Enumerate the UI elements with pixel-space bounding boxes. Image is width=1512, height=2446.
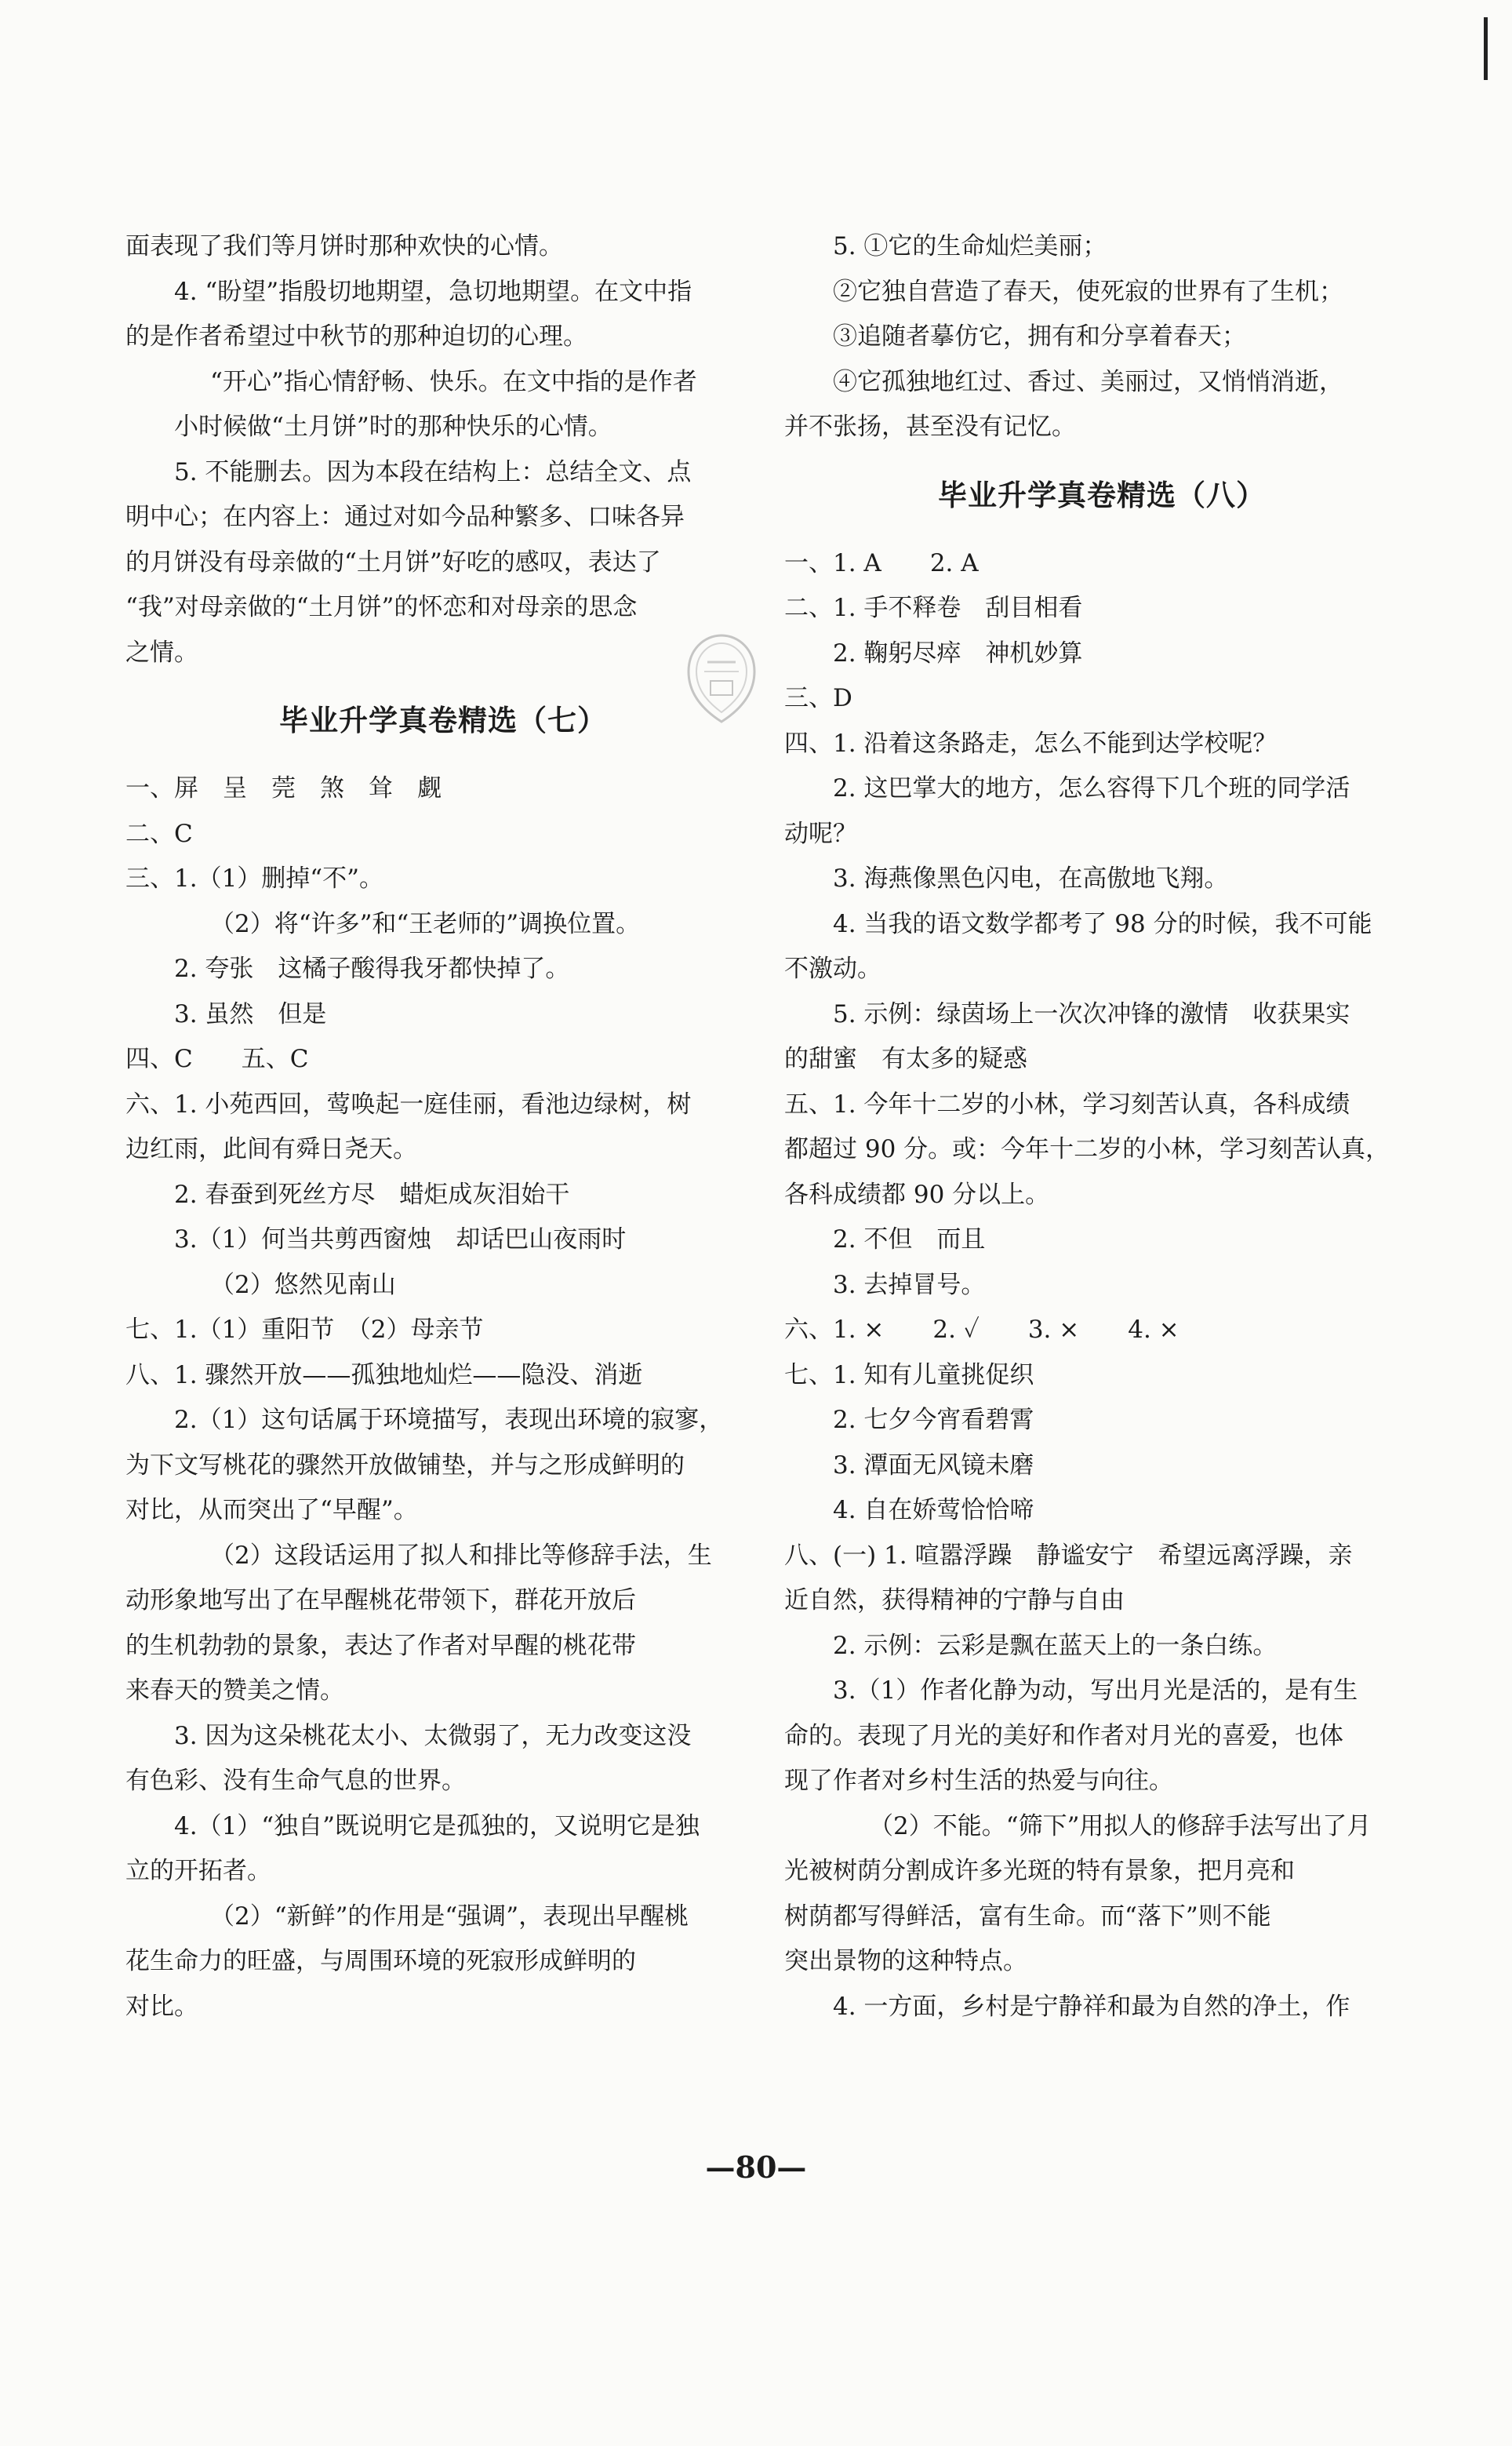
scan-edge-mark: [1484, 17, 1488, 80]
text-line: 的月饼没有母亲做的“土月饼”好吃的感叹，表达了: [125, 548, 661, 577]
answer-line: 2. 鞠躬尽瘁 神机妙算: [833, 639, 1083, 668]
answer-line: 一、屏 呈 莞 煞 耸 觑: [125, 774, 442, 803]
answer-line: （2）悠然见南山: [210, 1270, 396, 1299]
answer-line: 对比，从而突出了“早醒”。: [125, 1496, 418, 1524]
answer-line: 七、1. 知有儿童挑促织: [784, 1360, 1034, 1389]
answer-line: 3. 虽然 但是: [174, 999, 327, 1028]
answer-line: 不激动。: [784, 955, 881, 983]
answer-line: （2）“新鲜”的作用是“强调”，表现出早醒桃: [210, 1902, 689, 1931]
answer-line: 来春天的赞美之情。: [125, 1676, 344, 1705]
answer-line: 4. 当我的语文数学都考了 98 分的时候，我不可能: [833, 909, 1372, 938]
answer-line: 3.（1）作者化静为动，写出月光是活的，是有生: [833, 1676, 1358, 1705]
answer-line: 六、1. × 2. ✓ 3. × 4. ×: [784, 1316, 1179, 1344]
answer-line: 突出景物的这种特点。: [784, 1947, 1027, 1975]
answer-line: 2. 示例：云彩是飘在蓝天上的一条白练。: [833, 1631, 1278, 1660]
answer-line: 为下文写桃花的骤然开放做铺垫，并与之形成鲜明的: [125, 1450, 685, 1480]
answer-line: 5. 示例：绿茵场上一次次冲锋的激情 收获果实: [833, 999, 1350, 1028]
answer-line: 八、(一) 1. 喧嚣浮躁 静谧安宁 希望远离浮躁，亲: [784, 1541, 1353, 1570]
answer-line: 六、1. 小苑西回，莺唤起一庭佳丽，看池边绿树，树: [125, 1090, 692, 1119]
answer-line: 光被树荫分割成许多光斑的特有景象，把月亮和: [784, 1857, 1295, 1885]
answer-line: 八、1. 骤然开放——孤独地灿烂——隐没、消逝: [125, 1360, 643, 1389]
answer-line: 2. 这巴掌大的地方，怎么容得下几个班的同学活: [833, 774, 1350, 803]
text-line: 的是作者希望过中秋节的那种迫切的心理。: [125, 322, 587, 351]
section-heading-seven: 毕业升学真卷精选（七）: [279, 704, 607, 737]
answer-line: 的甜蜜 有太多的疑惑: [784, 1045, 1027, 1073]
answer-line: 七、1.（1）重阳节 （2）母亲节: [125, 1316, 484, 1344]
answer-line: 二、C: [125, 819, 193, 848]
answer-line: 二、1. 手不释卷 刮目相看: [784, 594, 1083, 622]
answer-line: 2. 七夕今宵看碧霄: [833, 1406, 1034, 1434]
text-line: ④它孤独地红过、香过、美丽过，又悄悄消逝，: [833, 367, 1343, 396]
answer-line: 2. 不但 而且: [833, 1225, 986, 1254]
text-line: 小时候做“土月饼”时的那种快乐的心情。: [174, 413, 612, 441]
answer-line: （2）这段话运用了拟人和排比等修辞手法，生: [210, 1541, 712, 1570]
answer-line: （2）将“许多”和“王老师的”调换位置。: [210, 909, 641, 938]
answer-line: 3.（1）何当共剪西窗烛 却话巴山夜雨时: [174, 1225, 627, 1254]
text-line: 之情。: [125, 638, 198, 667]
answer-line: 现了作者对乡村生活的热爱与向往。: [784, 1767, 1173, 1795]
answer-line: 四、1. 沿着这条路走，怎么不能到达学校呢？: [784, 729, 1278, 758]
answer-line: 4.（1）“独自”既说明它是孤独的，又说明它是独: [174, 1811, 700, 1840]
page-number: —80—: [705, 2149, 807, 2185]
answer-line: 四、C 五、C: [125, 1045, 309, 1073]
answer-line: 边红雨，此间有舜日尧天。: [125, 1135, 417, 1163]
answer-line: 近自然，获得精神的宁静与自由: [784, 1586, 1125, 1614]
answer-line: 4. 一方面，乡村是宁静祥和最为自然的净土，作: [833, 1992, 1350, 2021]
text-line: ②它独自营造了春天，使死寂的世界有了生机；: [833, 277, 1343, 306]
seal-stamp-icon: [684, 632, 759, 725]
text-line: 面表现了我们等月饼时那种欢快的心情。: [125, 232, 563, 260]
answer-line: 3. 海燕像黑色闪电，在高傲地飞翔。: [833, 864, 1229, 893]
answer-line: 3. 因为这朵桃花太小、太微弱了，无力改变这没: [174, 1721, 692, 1750]
right-column: [784, 224, 1419, 2029]
answer-line: 4. 自在娇莺恰恰啼: [833, 1496, 1034, 1524]
text-line: 明中心；在内容上：通过对如今品种繁多、口味各异: [125, 503, 685, 531]
answer-line: 2.（1）这句话属于环境描写，表现出环境的寂寥，: [174, 1406, 724, 1434]
answer-line: 都超过 90 分。或：今年十二岁的小林，学习刻苦认真，: [784, 1135, 1390, 1163]
answer-line: 花生命力的旺盛，与周围环境的死寂形成鲜明的: [125, 1947, 636, 1975]
answer-line: 三、D: [784, 684, 852, 712]
text-line: ③追随者摹仿它，拥有和分享着春天；: [833, 322, 1246, 351]
answer-line: 五、1. 今年十二岁的小林，学习刻苦认真，各科成绩: [784, 1090, 1350, 1119]
answer-line: 有色彩、没有生命气息的世界。: [125, 1767, 466, 1795]
text-line: “我”对母亲做的“土月饼”的怀恋和对母亲的思念: [125, 593, 638, 621]
text-line: 5. 不能删去。因为本段在结构上：总结全文、点: [174, 457, 692, 486]
answer-line: 2. 夸张 这橘子酸得我牙都快掉了。: [174, 955, 570, 983]
answer-line: 立的开拓者。: [125, 1857, 271, 1885]
answer-line: 树荫都写得鲜活，富有生命。而“落下”则不能: [784, 1902, 1271, 1931]
answer-line: 命的。表现了月光的美好和作者对月光的喜爱，也体: [784, 1721, 1343, 1750]
text-line: 4. “盼望”指殷切地期望，急切地期望。在文中指: [174, 277, 692, 306]
text-line: 并不张扬，甚至没有记忆。: [784, 413, 1076, 441]
answer-line: （2）不能。“筛下”用拟人的修辞手法写出了月: [869, 1811, 1372, 1840]
answer-line: 各科成绩都 90 分以上。: [784, 1180, 1050, 1209]
answer-line: 的生机勃勃的景象，表达了作者对早醒的桃花带: [125, 1631, 636, 1660]
text-line: 5. ①它的生命灿烂美丽；: [833, 232, 1107, 260]
answer-line: 动形象地写出了在早醒桃花带领下，群花开放后: [125, 1586, 636, 1614]
answer-line: 三、1.（1）删掉“不”。: [125, 864, 383, 893]
answer-line: 3. 去掉冒号。: [833, 1270, 986, 1299]
section-heading-eight: 毕业升学真卷精选（八）: [938, 478, 1266, 512]
text-line: “开心”指心情舒畅、快乐。在文中指的是作者: [210, 367, 697, 396]
answer-line: 一、1. A 2. A: [784, 548, 979, 577]
answer-line: 3. 潭面无风镜未磨: [833, 1450, 1034, 1480]
answer-line: 动呢？: [784, 819, 857, 848]
left-column: [125, 224, 761, 2029]
answer-line: 对比。: [125, 1992, 198, 2021]
answer-line: 2. 春蚕到死丝方尽 蜡炬成灰泪始干: [174, 1180, 570, 1209]
